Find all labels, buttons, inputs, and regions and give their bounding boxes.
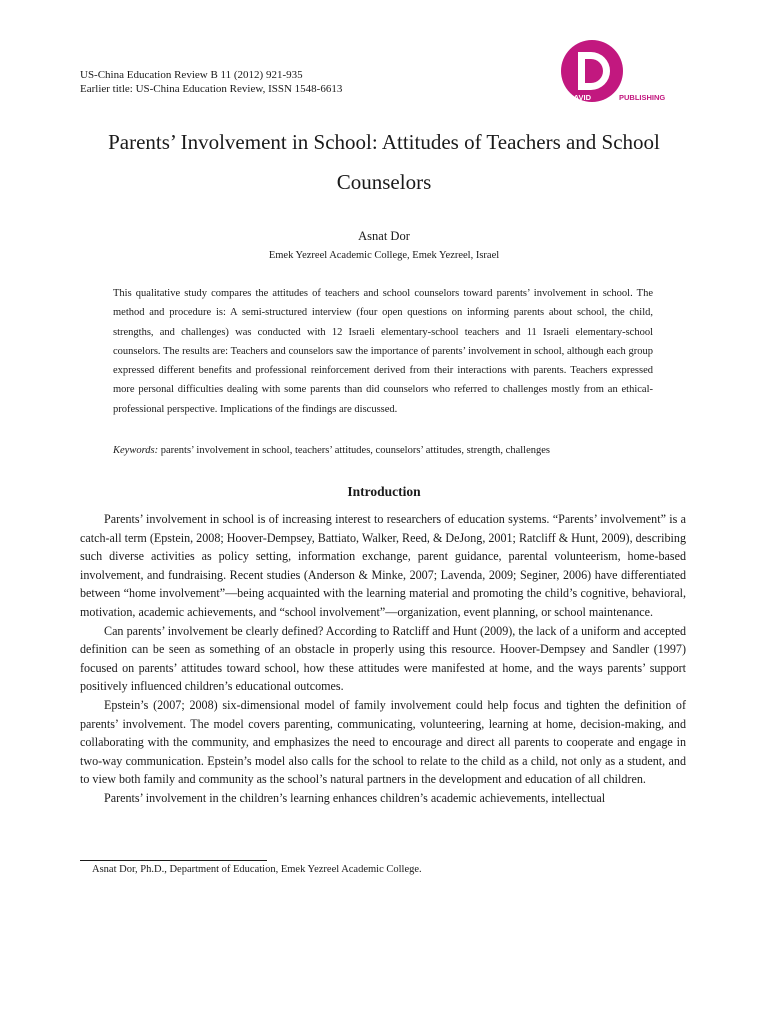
footnote: Asnat Dor, Ph.D., Department of Education, Emek Yezreel Academic College. [92, 864, 422, 875]
journal-citation-line: US-China Education Review B 11 (2012) 921-935 [80, 69, 303, 81]
body-paragraph: Epstein’s (2007; 2008) six-dimensional model of family involvement could help focus and tighten the definition of parents’ involvement. The model covers parenting, communicating, volunteering, learning at home, decision-making, and collaborating with the community, and emphasizes the need to encourage and direct all parents to cooperate and engage in two-way communication. Epstein’s model also calls for the school to relate to the child as a child, not only as a student, and to view both family and community as the school’s natural partners in the development and education of all children. [80, 697, 686, 787]
journal-earlier-title-line: Earlier title: US-China Education Review, ISSN 1548-6613 [80, 83, 343, 95]
body-text [80, 510, 686, 808]
body-paragraph: Can parents’ involvement be clearly defined? According to Ratcliff and Hunt (2009), the lack of a uniform and accepted definition can be seen as something of an obstacle in properly using this resource. Hoover-Dempsey and Sandler (1997) focused on parents’ attitudes toward school, how these attitudes were manifested at home, and the ways parents’ support positively influenced children’s educational outcomes. [80, 623, 686, 694]
body-paragraph: Parents’ involvement in the children’s learning enhances children’s academic achievements, intellectual [104, 790, 606, 805]
keywords [113, 445, 673, 456]
abstract: This qualitative study compares the attitudes of teachers and school counselors toward parents’ involvement in school. The method and procedure is: A semi-structured interview (four open questions on informing parents about school, the child, strengths, and challenges) was conducted with 12 Israeli elementary-school teachers and 11 Israeli elementary-school counselors. The results are: Teachers and counselors saw the importance of parents’ involvement in school, although each group expressed different benefits and professional reinforcement derived from their interactions with parents. Teachers expressed more personal difficulties dealing with some parents than did counselors who referred to challenges mostly from an ethical-professional perspective. Implications of the findings are discussed. [113, 288, 653, 415]
section-heading-introduction: Introduction [347, 484, 421, 499]
publisher-logo-mark [560, 38, 695, 108]
publisher-logo [560, 38, 695, 108]
paper-title: Parents’ Involvement in School: Attitudes of Teachers and School Counselors [108, 130, 660, 194]
logo-publishing-text: PUBLISHING [619, 93, 666, 102]
keywords-label: Keywords: [113, 445, 159, 456]
footnote-rule [80, 860, 267, 861]
body-paragraph: Parents’ involvement in school is of increasing interest to researchers of education systems. “Parents’ involvement” is a catch-all term (Epstein, 2008; Hoover-Dempsey, Battiato, Walker, Reed, & DeJong, 2001; Ratcliff & Hunt, 2009), describing such diverse activities as policy setting, information exchange, parent guidance, parental volunteerism, home-based involvement, and fundraising. Recent studies (Anderson & Minke, 2007; Lavenda, 2009; Seginer, 2006) have differentiated between “home involvement”—being acquainted with the learning material and promoting the child’s cognitive, behavioral, motivation, academic achievements, and “school involvement”—organization, event planning, or school maintenance. [80, 512, 686, 619]
logo-david-text: DAVID [568, 93, 591, 102]
keywords-text: parents’ involvement in school, teachers’ attitudes, counselors’ attitudes, strength, challenges [160, 445, 550, 456]
author-name: Asnat Dor [358, 229, 410, 243]
author-affiliation: Emek Yezreel Academic College, Emek Yezreel, Israel [268, 250, 500, 261]
journal-citation [80, 68, 342, 96]
